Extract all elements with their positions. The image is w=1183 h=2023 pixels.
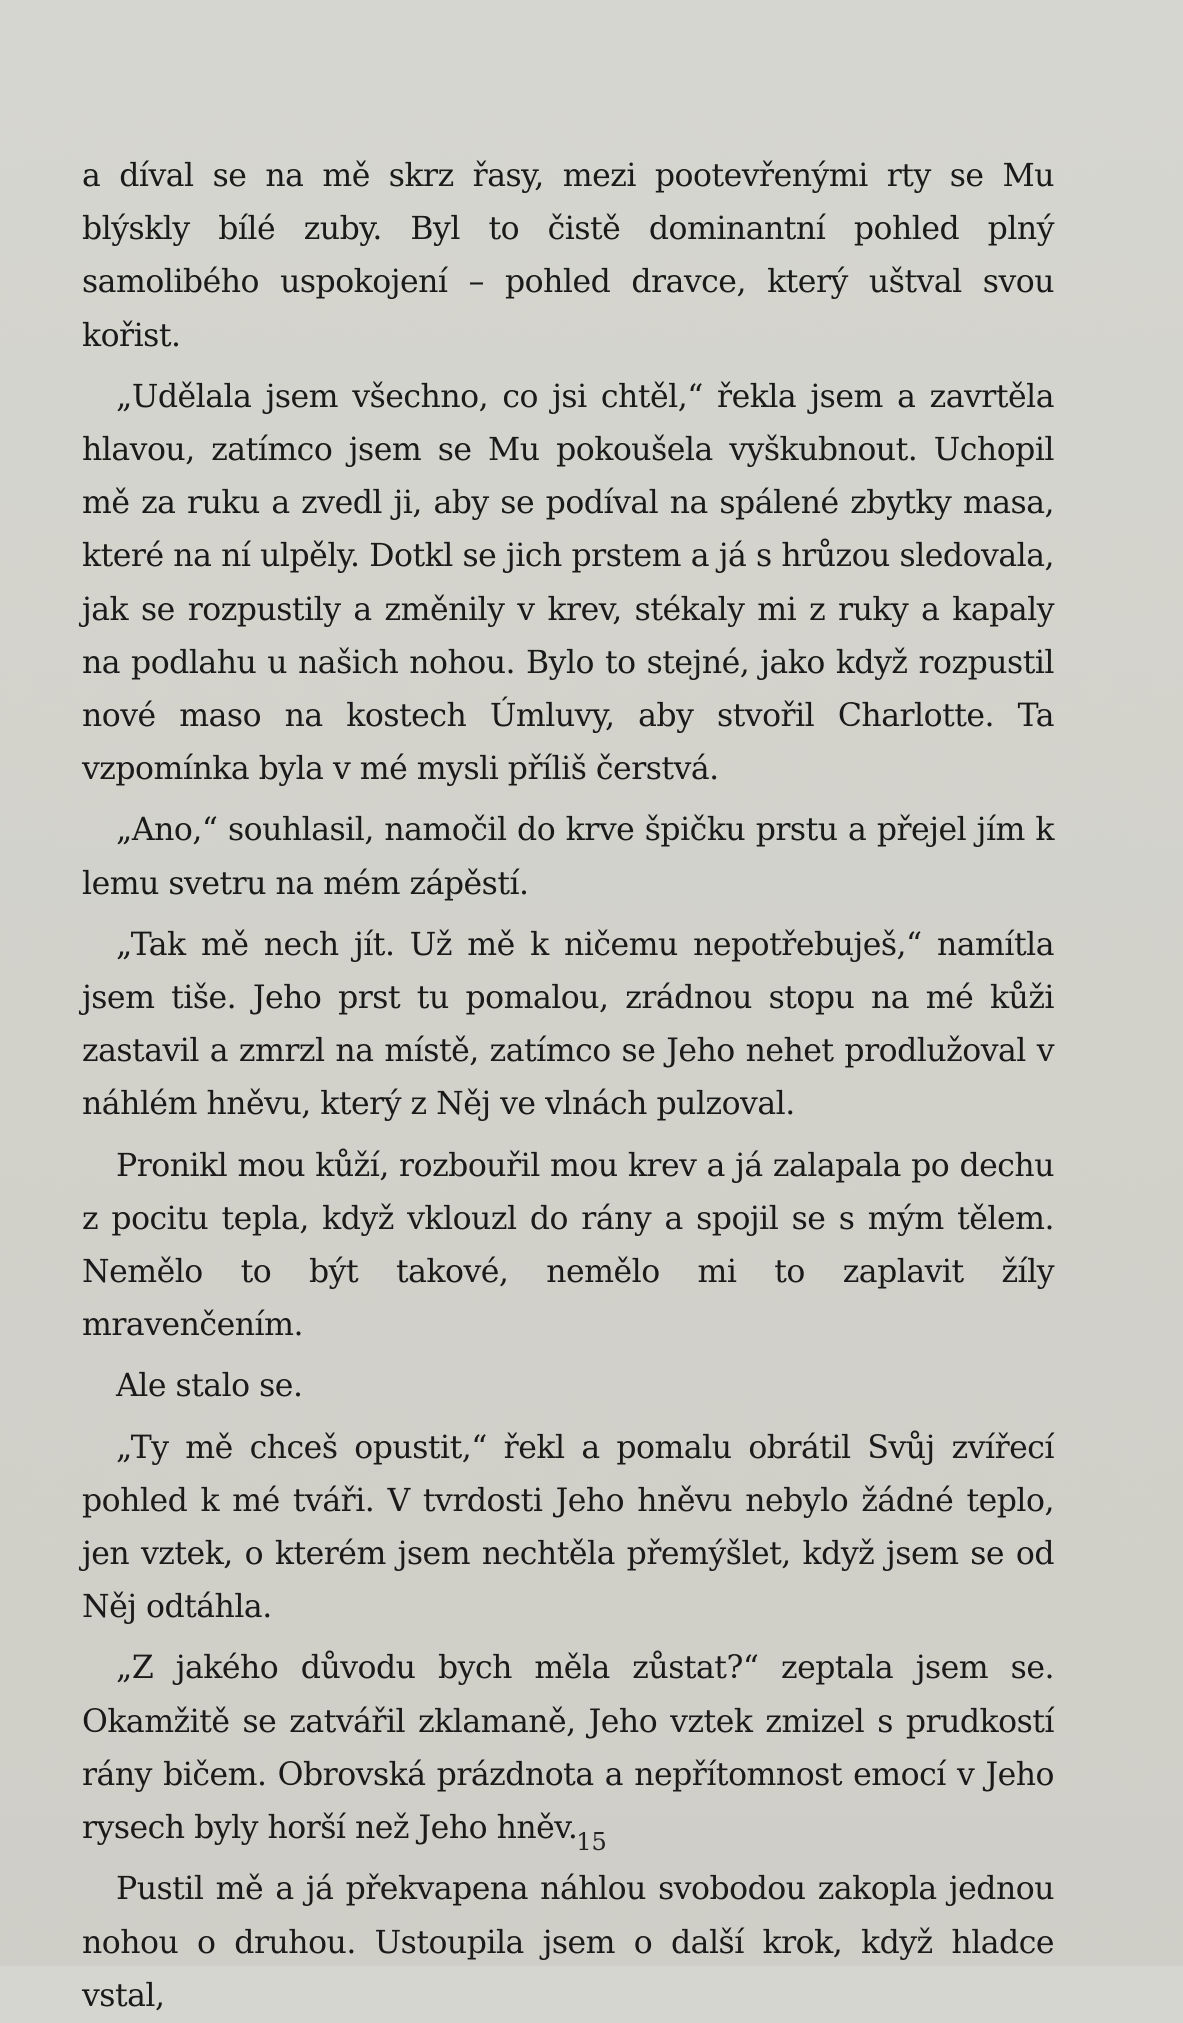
paragraph-6: Ale stalo se. <box>116 1368 303 1405</box>
page-number: 15 <box>576 1828 607 1856</box>
paragraph-2: „Udělala jsem všechno, co jsi chtěl,“ řekla jsem a zavrtěla hlavou, zatímco jsem se Mu pokoušela vyškubnout. Uchopil mě za ruku a zvedl ji, aby se podíval na spálené zbytky masa, které na ní ulpěly. Dotkl se jich prstem a já s hrůzou sledovala, jak se rozpustily a změnily v krev, stékaly mi z ruky a kapaly na podlahu u našich nohou. Bylo to stejné, jako když rozpustil nové maso na kostech Úmluvy, aby stvořil Charlotte. Ta vzpomínka byla v mé mysli příliš čerstvá. <box>82 378 1054 788</box>
paragraph-9: Pustil mě a já překvapena náhlou svobodou zakopla jednou nohou o druhou. Ustoupila jsem o další krok, když hladce vstal, <box>82 1871 1054 2014</box>
body-text <box>82 150 1054 2023</box>
paragraph-8: „Z jakého důvodu bych měla zůstat?“ zeptala jsem se. Okamžitě se zatvářil zklamaně, Jeho vztek zmizel s prudkostí rány bičem. Obrovská prázdnota a nepřítomnost emocí v Jeho rysech byly horší než Jeho hněv. <box>82 1650 1054 1847</box>
paragraph-5: Pronikl mou kůží, rozbouřil mou krev a já zalapala po dechu z pocitu tepla, když vklouzl do rány a spojil se s mým tělem. Nemělo to být takové, nemělo mi to zaplavit žíly mravenčením. <box>82 1147 1054 1344</box>
paragraph-4: „Tak mě nech jít. Už mě k ničemu nepotřebuješ,“ namítla jsem tiše. Jeho prst tu pomalou, zrádnou stopu na mé kůži zastavil a zmrzl na místě, zatímco se Jeho nehet prodlužoval v náhlém hněvu, který z Něj ve vlnách pulzoval. <box>82 926 1054 1123</box>
paragraph-1: a díval se na mě skrz řasy, mezi pootevřenými rty se Mu blýskly bílé zuby. Byl to čistě dominantní pohled plný samolibého uspokojení – pohled dravce, který uštval svou kořist. <box>82 158 1054 354</box>
paragraph-7: „Ty mě chceš opustit,“ řekl a pomalu obrátil Svůj zvířecí pohled k mé tváři. V tvrdosti Jeho hněvu nebylo žádné teplo, jen vztek, o kterém jsem nechtěla přemýšlet, když jsem se od Něj odtáhla. <box>82 1429 1054 1626</box>
paragraph-3: „Ano,“ souhlasil, namočil do krve špičku prstu a přejel jím k lemu svetru na mém zápěstí. <box>82 812 1054 902</box>
